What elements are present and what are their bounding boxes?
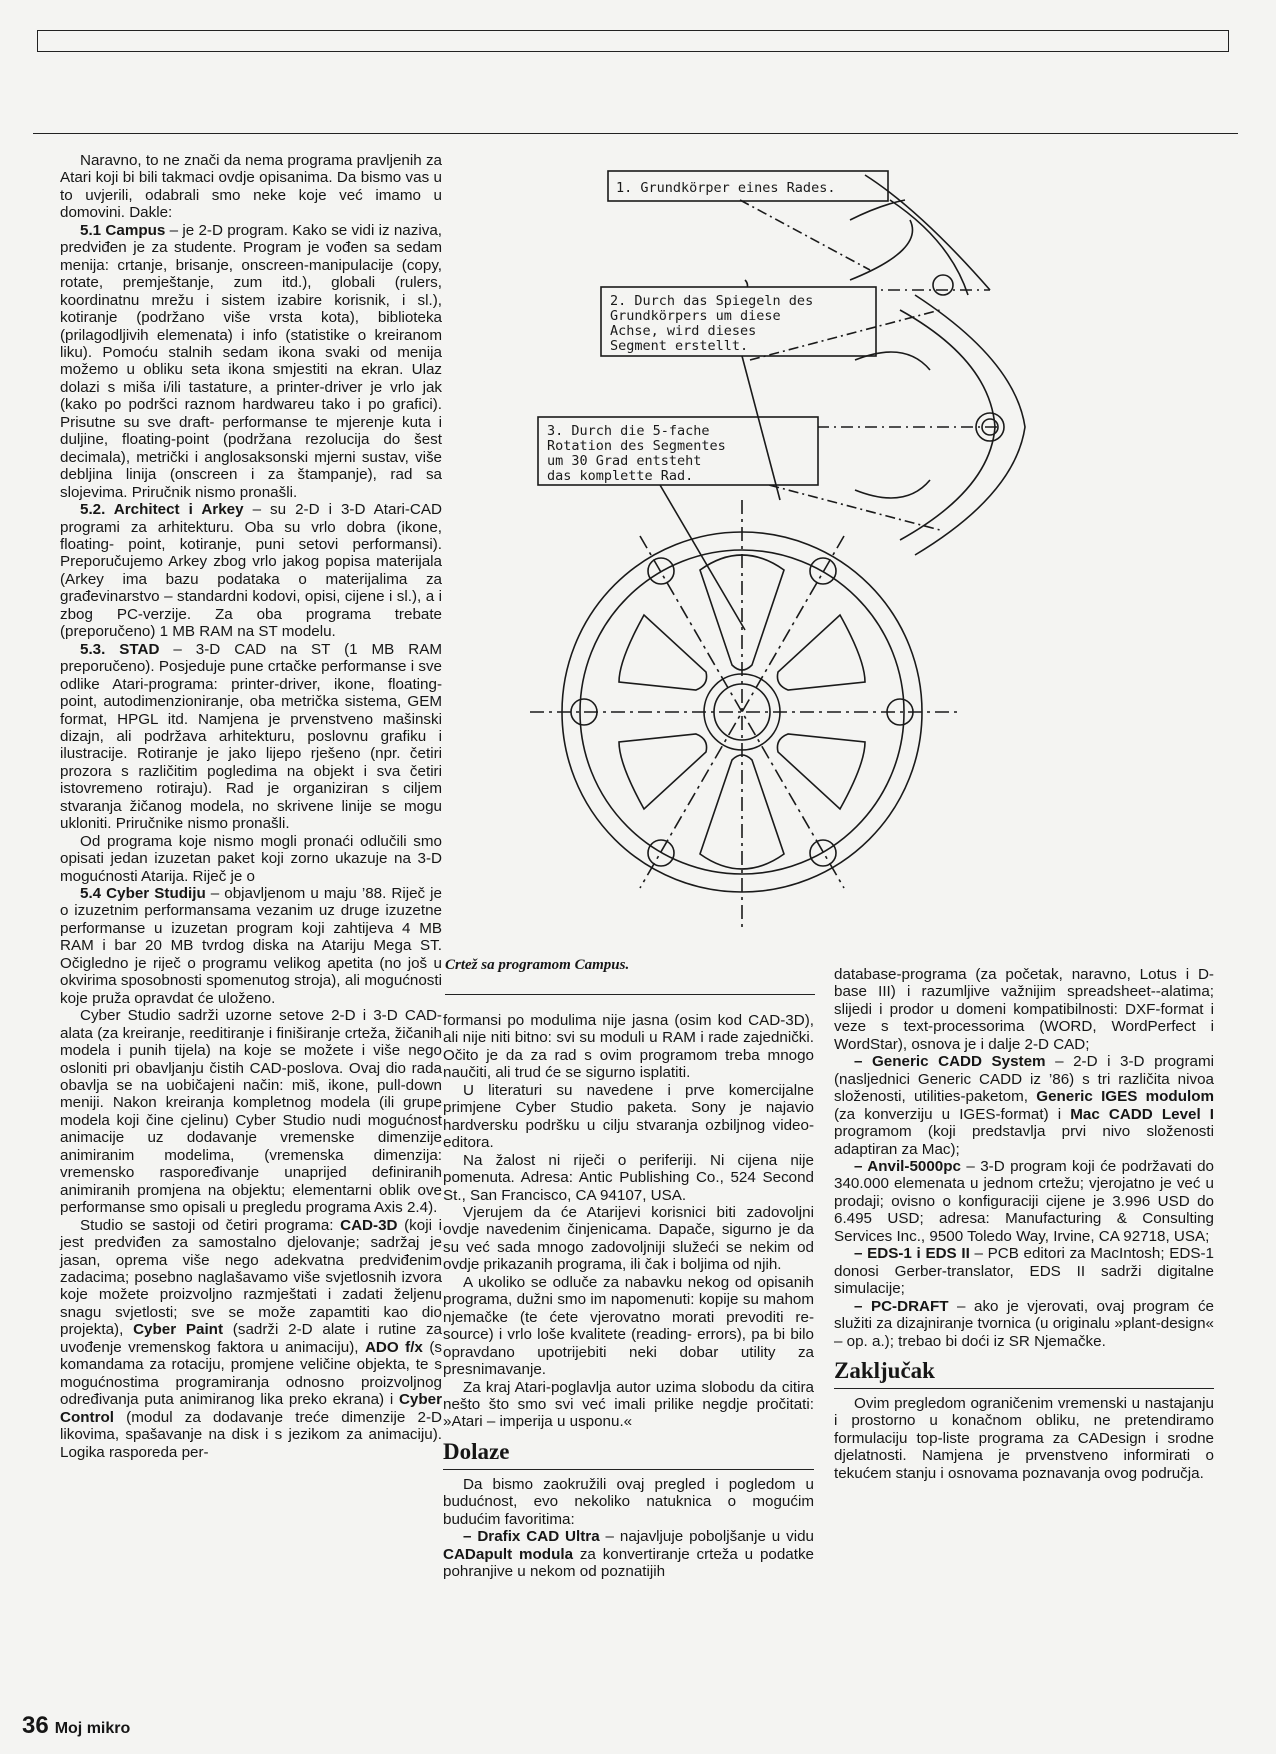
text-run: Od programa koje nismo mogli pronaći odlučili smo opisati jedan izuzetan paket koji zorno ukazuje na 3-D mogućnosti Atarija. Riječ je o: [60, 832, 442, 885]
spoke-window-top-left: [619, 615, 707, 690]
label-2-line-2: Grundkörpers um diese: [610, 308, 781, 324]
step1-center-line: [740, 200, 870, 270]
bold-term: – Drafix CAD Ultra: [463, 1528, 600, 1546]
page-footer: [22, 1712, 130, 1740]
paragraph: [834, 1395, 1214, 1482]
bold-term: – Anvil-5000pc: [854, 1157, 961, 1175]
section-heading: [834, 1358, 1214, 1389]
magazine-name: Moj mikro: [54, 1720, 131, 1737]
text-run: Na žalost ni riječi o periferiji. Ni cijena nije pomenuta. Adresa: Antic Publishing Co., 524 Second St., San Francisco, CA 94107, USA.: [443, 1151, 814, 1204]
text-run: – najavljuje poboljšanje u vidu: [599, 1528, 814, 1546]
step2-spoke-shapes: [855, 352, 930, 498]
paragraph: [443, 1274, 814, 1379]
label-3-line-4: das komplette Rad.: [547, 468, 694, 484]
text-run: A ukoliko se odluče za nabavku nekog od opisanih programa, dužni smo im napomenuti: kopije su mahom njemačke (te ćete vjerovatno morati prevoditi re-source) i vrlo loše kvalitete (reading- errors), pa bi bilo opravdano upotrijebiti neki dobar utility za presnimavanje.: [443, 1273, 814, 1379]
bold-term: 5.3. STAD: [80, 640, 160, 658]
bold-term: – PC-DRAFT: [854, 1297, 949, 1315]
paragraph: [834, 1245, 1214, 1297]
paragraph: [443, 1379, 814, 1431]
text-run: – je 2-D program. Kako se vidi iz naziva, predviđen je za studente. Program je vođen sa sedam menija: crtanje, brisanje, onscreen-manipulacije (copy, rotate, premještanje, zum itd.), globali (rulers, koordinatnu mrežu i sistem izabire korisnik, i sl.), kotiranje (podržano više vrsta kota), biblioteka (prilagodljivih elemenata) i info (statistike o kreiranom liku). Pomoću stalnih sedam ikona svaki od menija možemo u obliku seta ikona smjestiti na ekran. Ulaz dolazi s miša i/ili tastature, a printer-driver je vrlo jak (kako po podršci raznom hardwareu tako i po grafici). Prisutne su sve draft- performanse te mjerenje kuta i duljine, floating-point (podržana rezolucija do šest decimala), metrički i anglosaksonski mjerni sustav, više debljina linija (onscreen i za štampanje), rad sa slojevima. Priručnik nismo pronašli.: [60, 221, 442, 501]
text-run: – ako je vjerovati, ovaj program će služiti za dizajniranje tvornica (u originalu »plant-design« – op. a.); trebao bi doći iz SR Njemačke.: [834, 1297, 1214, 1350]
text-run: Da bismo zaokružili ovaj pregled i pogledom u budućnost, evo nekoliko natuknica o mogućim budućim favoritima:: [443, 1475, 814, 1528]
bold-term: 5.4 Cyber Studiju: [80, 885, 206, 903]
wheel-svg: [520, 160, 1060, 940]
page-number: 36: [22, 1712, 49, 1739]
text-run: (koji i jest predviđen za samostalno djelovanje; sadržaj je jasan, oprema više nego adekvatna predviđenim zadacima; posebno naglašavamo više svjetlosnih izvora koje možete proizvoljno razmještati i zadati željenu snagu svjetlosti; sve se može zapamtiti kao dio projekta),: [60, 1216, 442, 1339]
text-run: Ovim pregledom ograničenim vremenski u nastajanju i prostorno u konačnom obliku, ne pretendiramo formulaciju top-liste programa za CADesign i srodne djelatnosti. Namjena je prvenstveno informirati o tekućem stanju i osnovama poznavanja ovog područja.: [834, 1394, 1214, 1482]
header-frame: [37, 30, 1229, 52]
text-run: Naravno, to ne znači da nema programa pravljenih za Atari koji bi bili takmaci ovdje opisanima. Da bismo vas u to uvjerili, odabrali smo neke koje već imamo u domovini. Dakle:: [60, 152, 442, 222]
step1-rim-arc: [890, 200, 968, 295]
step1-hole: [933, 275, 953, 295]
text-run: formansi po modulima nije jasna (osim kod CAD-3D), ali nije niti bitno: svi su moduli u RAM i rade zajednički. Očito je da za rad s ovim programom treba mnogo naučiti, ali trud će se sigurno isplatiti.: [443, 1012, 814, 1082]
label-3-pointer: [660, 485, 745, 630]
bold-term: Cyber Paint: [133, 1321, 224, 1339]
bold-term: 5.1 Campus: [80, 221, 166, 239]
text-run: programom (koji predstavlja prvi nivo složenosti adaptiran za Mac);: [834, 1123, 1214, 1158]
bold-term: Generic IGES modulom: [1036, 1088, 1214, 1106]
paragraph: [60, 885, 442, 1007]
label-1-text: 1. Grundkörper eines Rades.: [616, 180, 836, 196]
paragraph: [443, 1204, 814, 1274]
text-run: za konvertiranje crteža u podatke pohranjive u nekom od poznatijih: [443, 1545, 814, 1581]
text-run: U literaturi su navedene i prve komercijalne primjene Cyber Studio paketa. Sony je najavio hardversku podršku u cilju stvaranja ozbiljnog video-editora.: [443, 1081, 814, 1152]
label-2-line-4: Segment erstellt.: [610, 338, 749, 354]
paragraph: [834, 1053, 1214, 1158]
text-run: – 2-D i 3-D programi (nasljednici Generic CADD iz ’86) s tri različita nivoa složenosti, utilities-paketom,: [834, 1053, 1214, 1106]
text-run: – PCB editori za MacIntosh; EDS-1 donosi Gerber-translator, EDS II sadrži digitalne simulacije;: [834, 1245, 1214, 1298]
paragraph: [60, 1007, 442, 1216]
spoke-window-bottom-right: [777, 734, 865, 809]
bold-term: CADapult modula: [443, 1545, 574, 1563]
label-3-line-2: Rotation des Segmentes: [547, 438, 726, 454]
column-2: [443, 1012, 814, 1581]
label-2-line-3: Achse, wird dieses: [610, 323, 757, 339]
paragraph: [443, 1528, 814, 1580]
bold-term: Cyber Control: [60, 1391, 442, 1426]
text-run: Zaključak: [834, 1357, 935, 1383]
text-run: – 3-D CAD na ST (1 MB RAM preporučeno). Posjeduje pune crtačke performanse i sve odlike Atari-programa: printer-driver, ikone, floating-point, autodimenzioniranje, oba metrička sistema, GEM format, HPGL itd. Namjena je prvenstveno mašinski dizajn, ali podržava arhitekturu, poslovnu grafiku i ilustracije. Rotiranje je jako lijepo rješeno (npr. četiri prozora s različitim pogledima na objekt i sva četiri istovremeno rotiraju). Rad je organiziran s ciljem stvaranja žičanog modela, no skrivene linije se mogu ukloniti. Priručnike nismo pronašli.: [60, 640, 442, 833]
text-run: (modul za dodavanje treće dimenzije 2-D likovima, spašavanje na disk i s jezikom za animaciju). Logika rasporeda per-: [60, 1408, 442, 1461]
label-3-line-1: 3. Durch die 5-fache: [547, 423, 710, 439]
text-run: (sadrži 2-D alate i rutine za uvođenje vremenskog faktora u animaciju),: [60, 1321, 442, 1356]
bold-term: – EDS-1 i EDS II: [854, 1245, 970, 1263]
bold-term: CAD-3D: [340, 1216, 398, 1234]
text-run: Studio se sastoji od četiri programa:: [80, 1216, 341, 1234]
text-run: – su 2-D i 3-D Atari-CAD programi za arhitekturu. Oba su vrlo dobra (ikone, floating- point, kotiranje, puni setovi performansi). Preporučujemo Arkey zbog vrlo jakog popisa materijala (Arkey ima bazu podataka o materijalima za građevinarstvo – standardni kodovi, opisi, cijene i sl.), a i zbog PC-verzije. Za oba programa trebate (preporučeno) 1 MB RAM na ST modelu.: [60, 501, 442, 641]
text-run: (za konverziju u IGES-format) i: [834, 1105, 1071, 1123]
wheel-full: [530, 500, 960, 930]
label-2-line-1: 2. Durch das Spiegeln des: [610, 293, 814, 309]
section-heading: [443, 1439, 814, 1470]
paragraph: [60, 152, 442, 222]
spoke-window-bottom-left: [619, 734, 707, 809]
spoke-window-top-right: [777, 615, 865, 690]
paragraph: [60, 222, 442, 501]
bold-term: Mac CADD Level I: [1070, 1105, 1214, 1123]
paragraph: [60, 1217, 442, 1461]
text-run: – 3-D program koji će podržavati do 340.000 elemenata u jednom crtežu; vjerojatno je već u prodaji; ovisno o konfiguraciji cijene je 3.996 USD do 6.495 USD; adresa: Manufacturing & Consulting Services Inc., 9500 Toledo Way, Irvine, CA 92718, USA;: [834, 1157, 1214, 1245]
column-3: [834, 966, 1214, 1482]
text-run: (s komandama za rotaciju, promjene veličine objekta, te s mogućnostima programiranja odnosno proizvoljnog određivanja puta animiranog lika preko ekrana) i: [60, 1338, 442, 1409]
bold-term: 5.2. Architect i Arkey: [80, 501, 244, 519]
figure-caption: Crtež sa programom Campus.: [445, 957, 815, 995]
paragraph: [60, 641, 442, 833]
step2-line-lower: [750, 480, 940, 530]
paragraph: [834, 1298, 1214, 1350]
column-1: [60, 152, 442, 1461]
text-run: Vjerujem da će Atarijevi korisnici biti zadovoljni ovdje navedenim činjenicama. Dapače, sigurno je da su već sada mnogo zadovoljniji služeći se nekim od ovdje prikazanih programa, ili čak i boljima od njih.: [443, 1203, 814, 1274]
text-run: – objavljenom u maju ’88. Riječ je o izuzetnim performansama vezanim uz druge izuzetne performanse u izuzetan program koji zahtijeva 4 MB RAM i bar 20 MB tvrdog diska na Atariju Mega ST. Očigledno je riječ o programu velikog apetita (no još u okvirima sposobnosti spomenutog stroja), ali mogućnosti koje pruža opravdat će uloženo.: [60, 885, 442, 1007]
text-run: Dolaze: [443, 1438, 510, 1464]
bold-term: – Generic CADD System: [854, 1053, 1046, 1071]
paragraph: [60, 501, 442, 641]
bold-term: ADO f/x: [364, 1338, 423, 1356]
paragraph: [834, 1158, 1214, 1245]
paragraph: [443, 1012, 814, 1082]
wheel-drawing: [520, 160, 1060, 940]
step1-spoke-shape: [850, 200, 913, 280]
paragraph: [60, 833, 442, 885]
wheel-hub-outer: [704, 674, 780, 750]
text-run: database-programa (za početak, naravno, Lotus i D-base III) i razumljive važnijim spreadsheet--alatima; slijedi i prodor u domeni kompatibilnosti: DXF-format i veze s text-processorima (WORD, WordPerfect i WordStar), osnova je i dalje 2-D CAD;: [834, 966, 1214, 1053]
frame-top-rule: [33, 133, 1238, 134]
paragraph: [443, 1082, 814, 1152]
text-run: Za kraj Atari-poglavlja autor uzima slobodu da citira nešto što smo svi već imali prilike negdje pročitati: »Atari – imperija u usponu.«: [443, 1378, 814, 1431]
text-run: Cyber Studio sadrži uzorne setove 2-D i 3-D CAD-alata (za kreiranje, reeditiranje i finiširanje crteža, žičanih modela i punih tijela) na koje se možete i više nego osloniti pri obavljanju čistih CAD-poslova. Ovaj dio rada obavlja se na uobičajeni način: miš, ikone, pull-down meniji. Nakon kreiranja kompletnog modela (ili grupe modela koji čine cjelinu) Cyber Studio nudi mogućnost animacije uz dodavanje vremenske dimenzije animiranim modelima, (vremenska dimenzija: vremensko raspoređivanje unaprijed definiranih animiranih promjena na objektu; elementarni oblik ove performanse smo opisali u pregledu programa Axis 2.4).: [60, 1007, 442, 1217]
paragraph: [834, 966, 1214, 1053]
step2-rim-outer: [915, 295, 1025, 555]
paragraph: [443, 1152, 814, 1204]
label-3-line-3: um 30 Grad entsteht: [547, 453, 702, 469]
paragraph: [443, 1476, 814, 1528]
